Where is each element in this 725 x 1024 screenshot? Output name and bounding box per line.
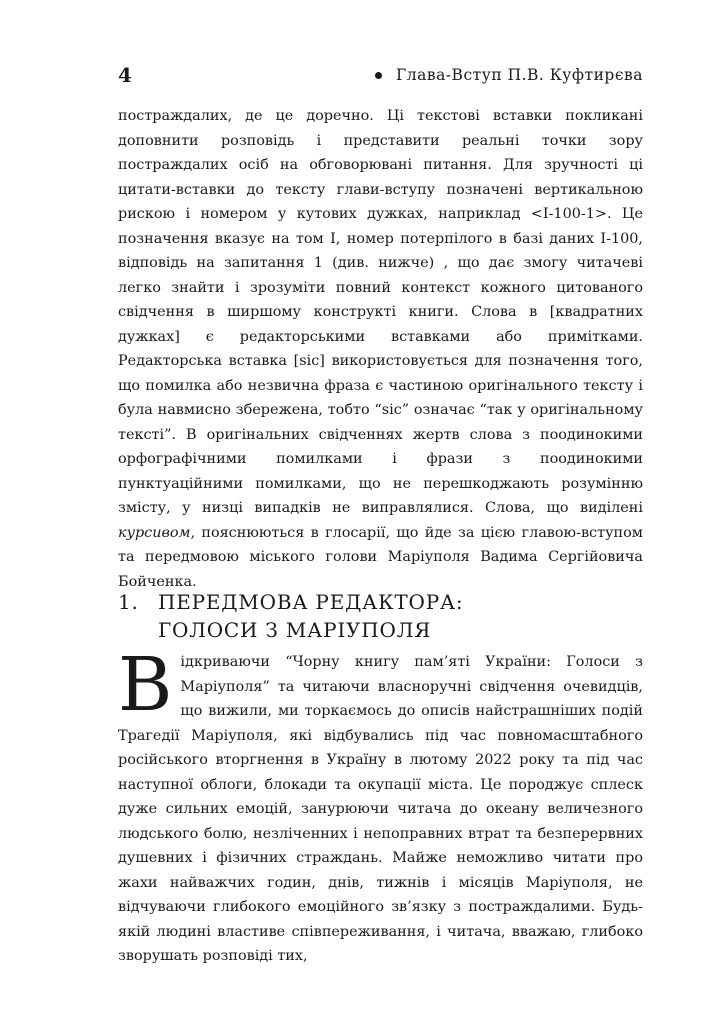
page-number: 4 (118, 63, 132, 87)
section-heading (118, 588, 643, 644)
paragraph-foreword-body: ідкриваючи “Чорну книгу пам’яті України: Голоси з Маріуполя” та читаючи власноручні свідчення очевидців, що вижили, ми торкаємось до описів найстрашніших подій Трагедії Маріуполя, які відбувались під час повномасштабного російського вторгнення в Україну в лютому 2022 року та під час наступної облоги, блокади та окупації міста. Це породжує сплеск дуже сильних емоцій, занурюючи читача до океану величезного людського болю, незліченних і непоправних втрат та безперервних душевних і фізичних страждань. Майже неможливо читати про жахи найважчих годин, днів, тижнів і місяців Маріуполя, не відчуваючи глибокого емоційного зв’язку з постраждалими. Будь-якій людині властиве співпереживання, і читача, вважаю, глибоко зворушать розповіді тих, (118, 654, 643, 964)
paragraph-intro-part2: , пояснюються в глосарії, що йде за цією главою-вступом та передмовою міського голови Маріуполя Вадима Сергійовича Бойченка. (118, 524, 643, 590)
paragraph-intro (118, 104, 643, 594)
italic-word: курсивом (118, 524, 191, 541)
section-number: 1. (118, 590, 139, 614)
page-header (118, 60, 643, 90)
section-title (158, 588, 463, 644)
section-title-line2: ГОЛОСИ З МАРІУПОЛЯ (158, 618, 432, 642)
paragraph-intro-text (118, 104, 643, 594)
paragraph-foreword-text (118, 642, 643, 969)
bullet-icon (375, 72, 382, 79)
running-head-text: Глава-Вступ П.В. Куфтирєва (396, 66, 643, 84)
section-title-line1: ПЕРЕДМОВА РЕДАКТОРА: (158, 590, 464, 614)
running-head (375, 66, 643, 84)
paragraph-foreword (118, 642, 643, 969)
paragraph-intro-part1: постраждалих, де це доречно. Ці текстові вставки покликані доповнити розповідь і представити реальні точки зору постраждалих осіб на обговорювані питання. Для зручності ці цитати-вставки до тексту глави-вступу позначені вертикальною рискою і номером у кутових дужках, наприклад <І-100-1>. Це позначення вказує на том І, номер потерпілого в базі даних І-100, відповідь на запитання 1 (див. нижче) , що дає змогу читачеві легко знайти і зрозуміти повний контекст кожного цитованого свідчення в ширшому конструкті книги. Слова в [квадратних дужках] є редакторськими вставками або примітками. Редакторська вставка [sic] використовується для позначення того, що помилка або незвична фраза є частиною оригінального тексту і була навмисно збережена, тобто “sic” означає “так у оригінальному тексті”. В оригінальних свідченнях жертв слова з поодинокими орфографічними помилками і фрази з поодинокими пунктуаційними помилками, що не перешкоджають розумінню змісту, у низці випадків не виправлялися. Слова, що виділені (118, 108, 643, 516)
drop-cap: В (118, 642, 173, 728)
